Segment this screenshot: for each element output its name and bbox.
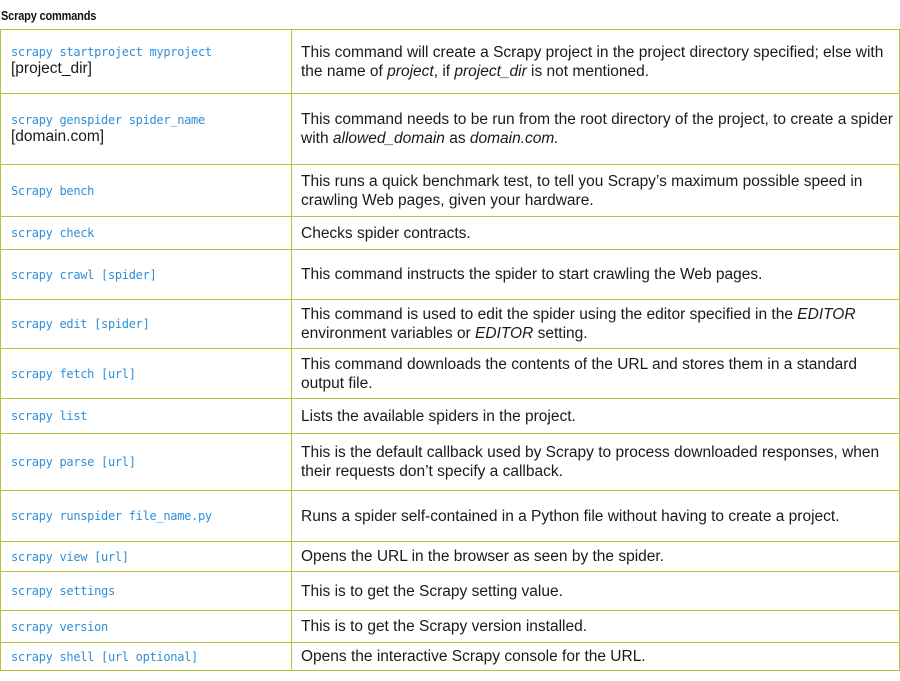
description-text (301, 224, 893, 243)
description-segment: This command will create a Scrapy project in the project directory specified; else with the name of (301, 43, 884, 80)
description-text (301, 507, 893, 526)
table-row (1, 542, 900, 572)
description-text (301, 305, 893, 343)
description-cell (292, 491, 900, 542)
command-cell (1, 94, 292, 165)
command-text: scrapy startproject myproject (11, 45, 212, 59)
description-cell (292, 217, 900, 250)
description-text (301, 110, 893, 148)
description-segment: This command needs to be run from the root directory of the project, to create a spider with (301, 111, 893, 147)
description-text (301, 582, 893, 601)
table-title: Scrapy commands (1, 9, 97, 23)
description-cell (292, 542, 900, 572)
description-text (301, 355, 893, 393)
description-emphasis: EDITOR (797, 306, 856, 323)
description-text (301, 547, 893, 566)
description-cell (292, 300, 900, 349)
description-cell (292, 165, 900, 217)
description-segment: Opens the URL in the browser as seen by the spider. (301, 548, 665, 565)
table-row (1, 349, 900, 399)
description-segment: This is the default callback used by Scrapy to process downloaded responses, when their requests don’t specify a callback. (301, 444, 880, 480)
description-segment: Checks spider contracts. (301, 224, 471, 242)
commands-table (0, 29, 900, 671)
command-cell (1, 300, 292, 349)
command-cell (1, 643, 292, 671)
command-text: scrapy edit [spider] (11, 317, 150, 331)
description-segment: This command is used to edit the spider using the editor specified in the (301, 306, 798, 323)
command-text: scrapy check (11, 226, 95, 240)
description-emphasis: allowed_domain (332, 130, 445, 147)
description-cell (292, 94, 900, 165)
command-cell (1, 542, 292, 572)
description-segment: setting. (533, 325, 588, 342)
description-segment: This command downloads the contents of the URL and stores them in a standard output file. (301, 355, 858, 392)
description-segment: Runs a spider self-contained in a Python file without having to create a project. (301, 507, 840, 525)
description-text (301, 407, 893, 426)
table-row (1, 491, 900, 542)
table-row (1, 217, 900, 250)
commands-table-body (1, 30, 900, 671)
description-text (301, 172, 893, 210)
table-row (1, 94, 900, 165)
command-text: scrapy runspider file_name.py (11, 509, 212, 523)
table-row (1, 643, 900, 671)
table-row (1, 434, 900, 491)
description-segment: is not mentioned. (526, 62, 650, 80)
description-segment: This runs a quick benchmark test, to tell you Scrapy’s maximum possible speed in crawling Web pages, given your hardware. (301, 172, 863, 209)
description-segment: as (444, 130, 470, 147)
description-cell (292, 434, 900, 491)
command-cell (1, 250, 292, 300)
description-text (301, 43, 893, 81)
description-segment: Opens the interactive Scrapy console for the URL. (301, 648, 646, 665)
command-cell (1, 491, 292, 542)
description-text (301, 617, 893, 636)
command-text: scrapy fetch [url] (11, 366, 136, 381)
description-emphasis: project_dir (454, 62, 527, 80)
table-row (1, 399, 900, 434)
description-segment: This is to get the Scrapy version installed. (301, 618, 588, 635)
command-cell (1, 217, 292, 250)
command-cell (1, 165, 292, 217)
description-text (301, 265, 893, 284)
description-segment: This command instructs the spider to start crawling the Web pages. (301, 266, 763, 283)
command-cell (1, 611, 292, 643)
command-text: Scrapy bench (11, 183, 95, 198)
description-cell (292, 399, 900, 434)
command-cell (1, 399, 292, 434)
table-row (1, 250, 900, 300)
table-row (1, 300, 900, 349)
description-segment: environment variables or (301, 325, 476, 342)
description-cell (292, 572, 900, 611)
command-text: scrapy list (11, 409, 88, 423)
command-text: scrapy version (11, 619, 108, 634)
description-emphasis: project (387, 62, 434, 80)
description-cell (292, 349, 900, 399)
table-row (1, 572, 900, 611)
command-text: scrapy shell [url optional] (11, 649, 198, 664)
description-emphasis: EDITOR (475, 325, 534, 342)
description-text (301, 443, 893, 481)
description-cell (292, 611, 900, 643)
command-extra: [domain.com] (11, 127, 105, 145)
description-segment: , if (433, 62, 455, 80)
command-text: scrapy genspider spider_name (11, 112, 205, 127)
command-text: scrapy crawl [spider] (11, 267, 157, 282)
description-segment: This is to get the Scrapy setting value. (301, 582, 563, 600)
command-extra: [project_dir] (11, 60, 92, 77)
command-text: scrapy settings (11, 584, 115, 598)
description-cell (292, 30, 900, 94)
command-cell (1, 572, 292, 611)
description-segment: Lists the available spiders in the project. (301, 407, 576, 425)
description-text (301, 647, 893, 666)
table-row (1, 30, 900, 94)
command-text: scrapy parse [url] (11, 455, 136, 469)
table-row (1, 165, 900, 217)
description-emphasis: domain.com. (469, 130, 559, 147)
command-text: scrapy view [url] (11, 549, 129, 564)
description-cell (292, 250, 900, 300)
description-cell (292, 643, 900, 671)
table-row (1, 611, 900, 643)
command-cell (1, 30, 292, 94)
command-cell (1, 434, 292, 491)
command-cell (1, 349, 292, 399)
